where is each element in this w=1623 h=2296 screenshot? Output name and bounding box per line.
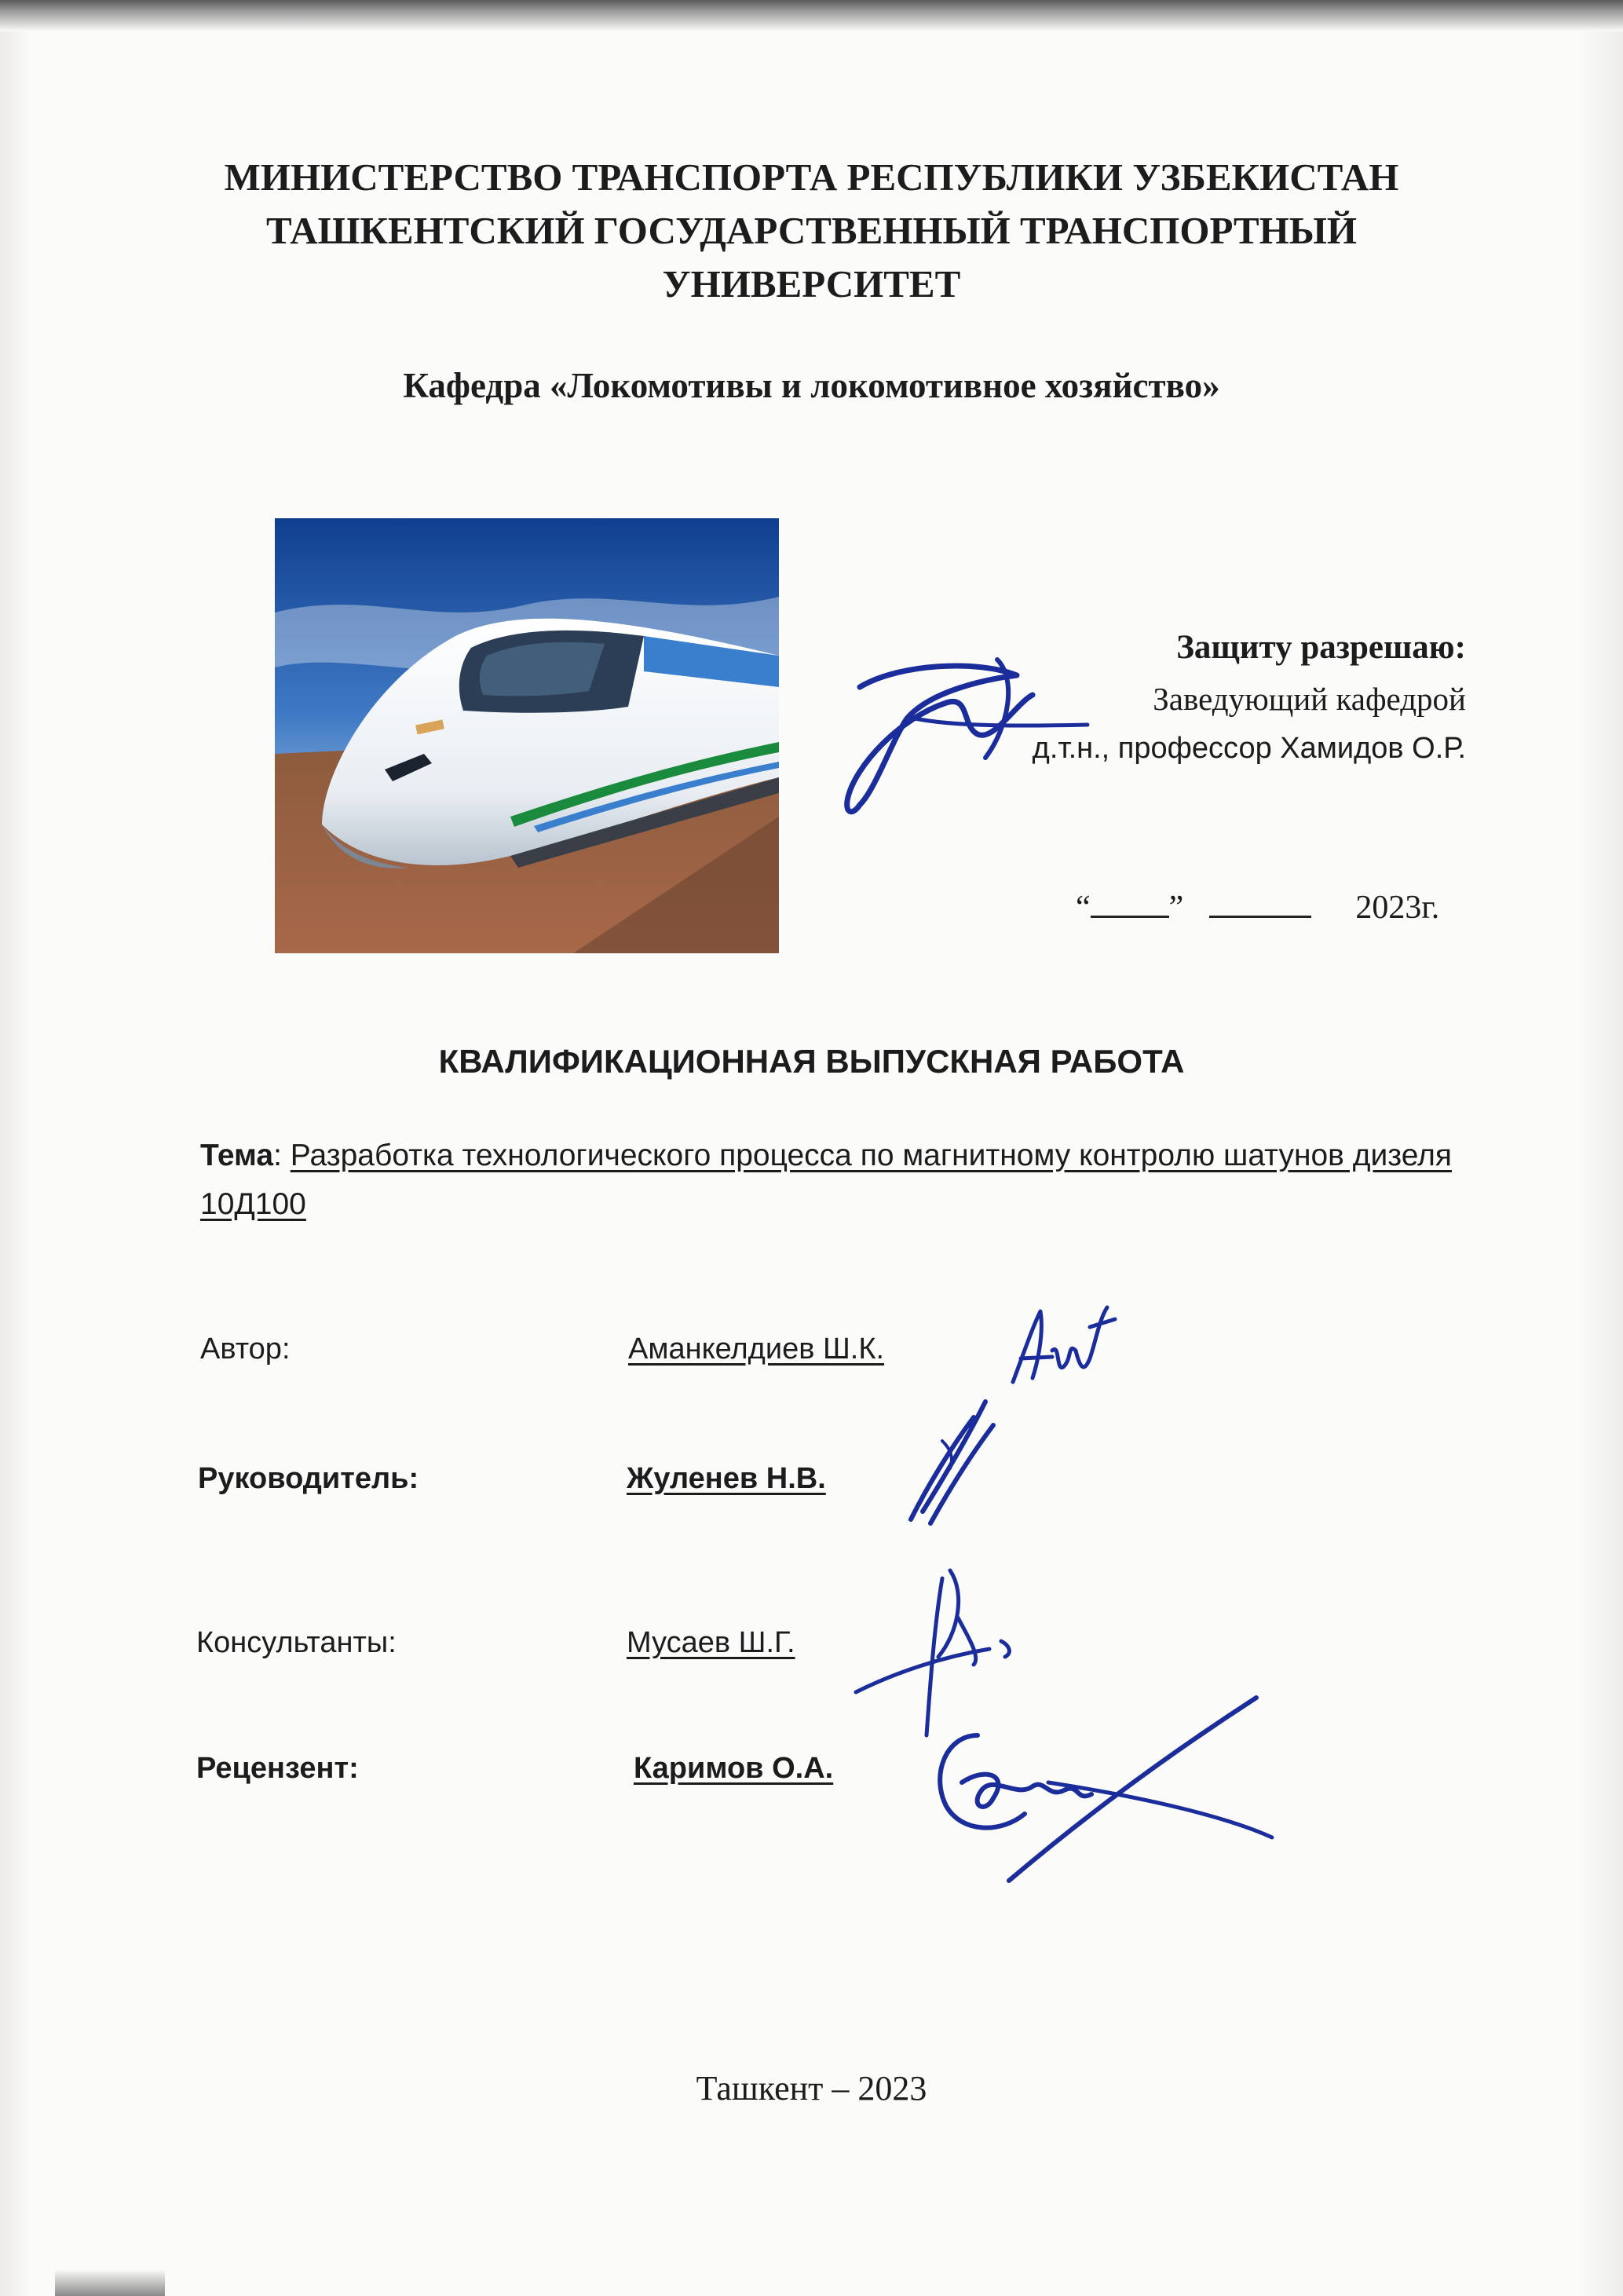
author-signature <box>997 1296 1123 1398</box>
role-name-reviewer: Каримов О.А. <box>634 1752 834 1785</box>
topic-colon: : <box>273 1139 291 1172</box>
approval-position: Заведующий кафедрой <box>1153 681 1466 717</box>
scan-edge-bottom <box>55 2269 165 2296</box>
topic-block <box>200 1132 1457 1229</box>
role-label-reviewer: Рецензент: <box>196 1752 359 1785</box>
supervisor-signature <box>895 1394 1005 1535</box>
role-name-consultant: Мусаев Ш.Г. <box>627 1626 795 1659</box>
role-label-author: Автор: <box>200 1333 291 1366</box>
topic-label: Тема <box>200 1139 274 1172</box>
role-name-author: Аманкелдиев Ш.К. <box>628 1333 885 1366</box>
month-blank <box>1209 900 1311 918</box>
city-year: Ташкент – 2023 <box>696 2069 927 2108</box>
date-close-quote: ” <box>1168 890 1184 926</box>
role-label-supervisor: Руководитель: <box>198 1462 419 1495</box>
reviewer-signature <box>915 1688 1284 1900</box>
topic-text: Разработка технологического процесса по магнитному контролю шатунов дизеля 10Д100 <box>200 1139 1452 1221</box>
role-label-consultants: Консультанты: <box>196 1626 397 1659</box>
ministry-line-2: ТАШКЕНТСКИЙ ГОСУДАРСТВЕННЫЙ ТРАНСПОРТНЫЙ <box>265 209 1358 252</box>
work-title: КВАЛИФИКАЦИОННАЯ ВЫПУСКНАЯ РАБОТА <box>438 1043 1185 1080</box>
approval-date <box>1076 889 1439 927</box>
train-photo <box>275 518 779 953</box>
high-speed-train-image <box>275 518 779 953</box>
ministry-line-3: УНИВЕРСИТЕТ <box>662 262 961 305</box>
role-name-supervisor: Жуленев Н.В. <box>627 1462 826 1495</box>
day-blank <box>1091 900 1169 918</box>
ministry-header <box>0 151 1623 311</box>
date-open-quote: “ <box>1076 890 1091 926</box>
ministry-line-1: МИНИСТЕРСТВО ТРАНСПОРТА РЕСПУБЛИКИ УЗБЕКИСТАН <box>224 155 1399 199</box>
approval-title: Защиту разрешаю: <box>1176 629 1466 666</box>
approval-person: д.т.н., профессор Хамидов О.Р. <box>1032 732 1466 765</box>
scan-edge-top <box>0 0 1623 31</box>
head-of-department-signature <box>828 632 1158 836</box>
department-title: Кафедра «Локомотивы и локомотивное хозяйство» <box>403 366 1220 405</box>
date-year: 2023г. <box>1355 890 1440 926</box>
